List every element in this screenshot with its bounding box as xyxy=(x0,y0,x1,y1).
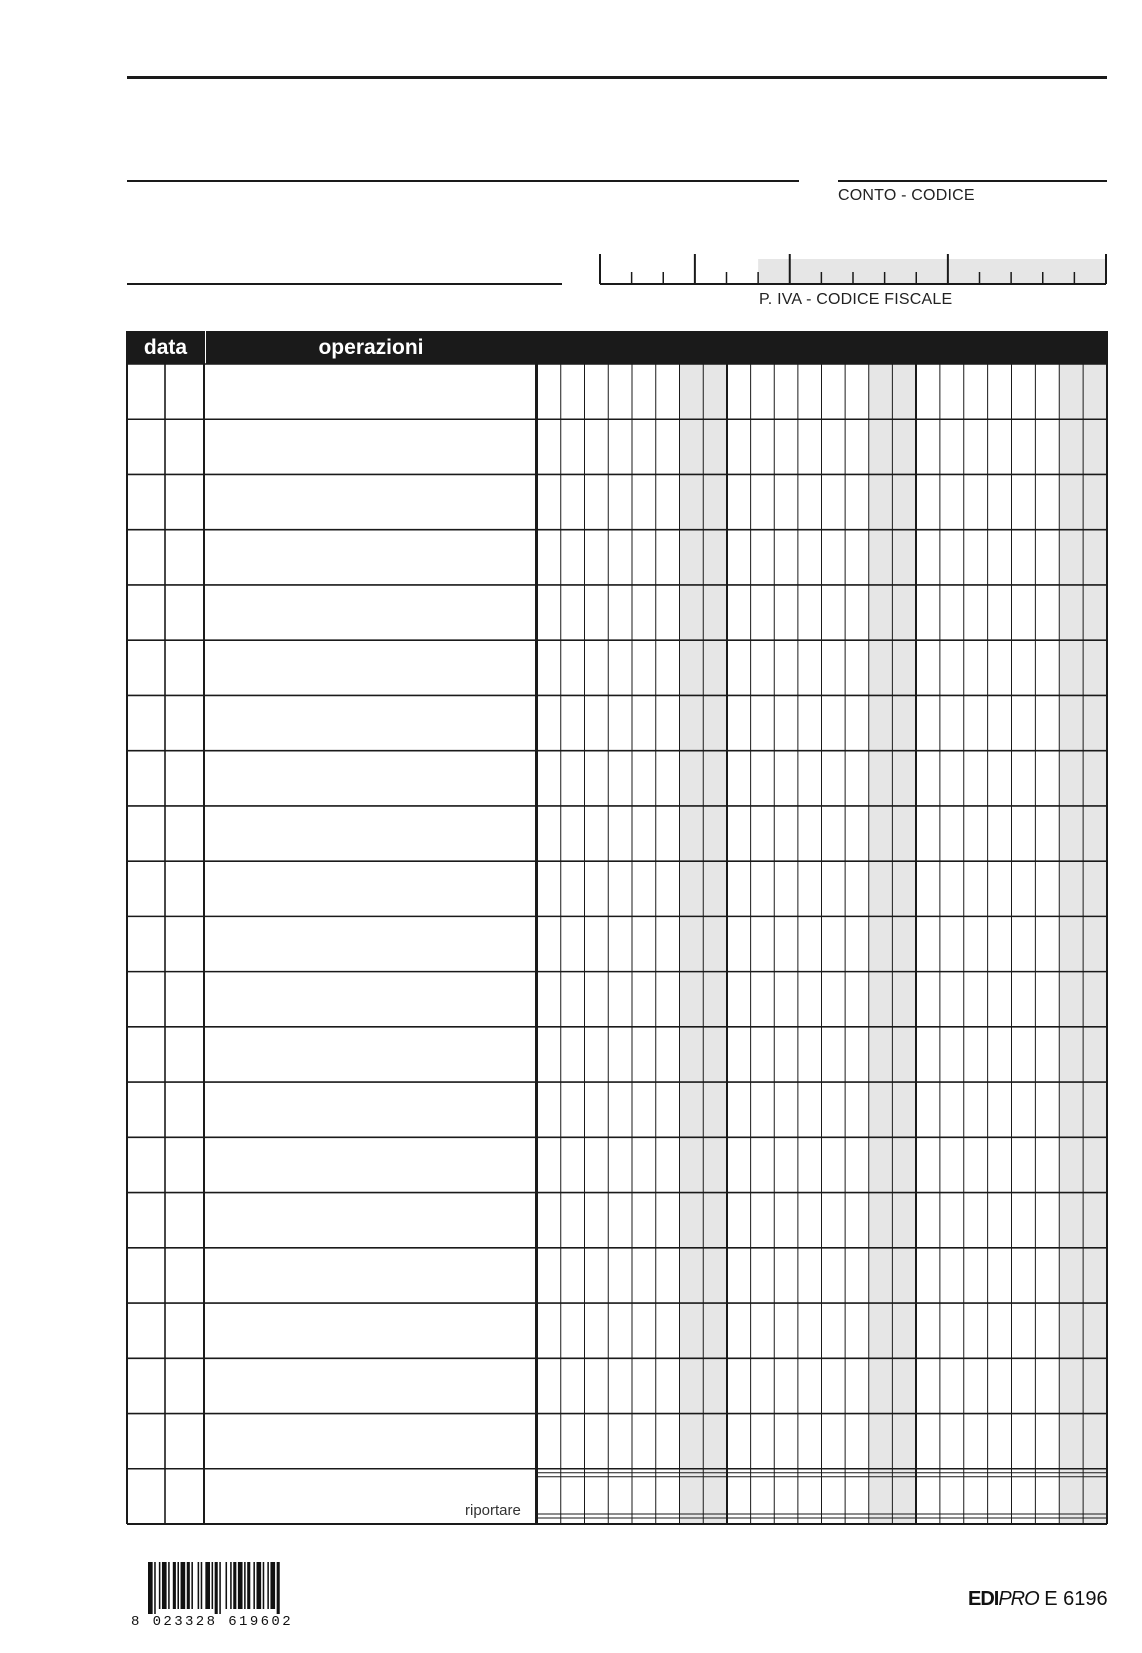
barcode-bar xyxy=(257,1562,262,1609)
barcode-bar xyxy=(226,1562,228,1609)
brand-edi: EDI xyxy=(968,1588,999,1610)
barcode-bar xyxy=(187,1562,190,1609)
barcode-bar xyxy=(215,1562,218,1614)
barcode-bar xyxy=(233,1562,236,1609)
barcode-bar xyxy=(205,1562,210,1609)
barcode-bar xyxy=(267,1562,269,1609)
barcode-bar xyxy=(244,1562,246,1609)
header-data: data xyxy=(127,331,204,364)
product-code: E 6196 xyxy=(1044,1588,1108,1610)
barcode-bar xyxy=(212,1562,214,1609)
barcode-bar xyxy=(201,1562,203,1609)
barcode-bar xyxy=(198,1562,200,1609)
header-operazioni: operazioni xyxy=(206,331,536,364)
riportare-label: riportare xyxy=(465,1502,521,1519)
barcode-bar xyxy=(238,1562,243,1609)
barcode-bar xyxy=(277,1562,280,1614)
barcode-bar xyxy=(162,1562,167,1609)
barcode-bar xyxy=(270,1562,275,1609)
piva-label: P. IVA - CODICE FISCALE xyxy=(759,291,953,308)
barcode-bar xyxy=(230,1562,232,1609)
barcode-bar xyxy=(168,1562,170,1609)
barcode-bar xyxy=(177,1562,179,1609)
barcode-bar xyxy=(247,1562,250,1609)
barcode-bar xyxy=(173,1562,176,1609)
barcode-bar xyxy=(181,1562,186,1609)
barcode-digits: 8 023328 619602 xyxy=(131,1614,294,1630)
barcode-bar xyxy=(253,1562,255,1609)
brand-mark xyxy=(968,1588,1108,1611)
barcode-bar xyxy=(148,1562,153,1614)
barcode-bar xyxy=(263,1562,265,1609)
conto-codice-label: CONTO - CODICE xyxy=(838,187,975,204)
brand-pro: PRO xyxy=(998,1588,1039,1610)
barcode-bar xyxy=(219,1562,221,1614)
barcode-bar xyxy=(154,1562,156,1614)
barcode-bar xyxy=(191,1562,193,1609)
barcode-bar xyxy=(159,1562,161,1609)
